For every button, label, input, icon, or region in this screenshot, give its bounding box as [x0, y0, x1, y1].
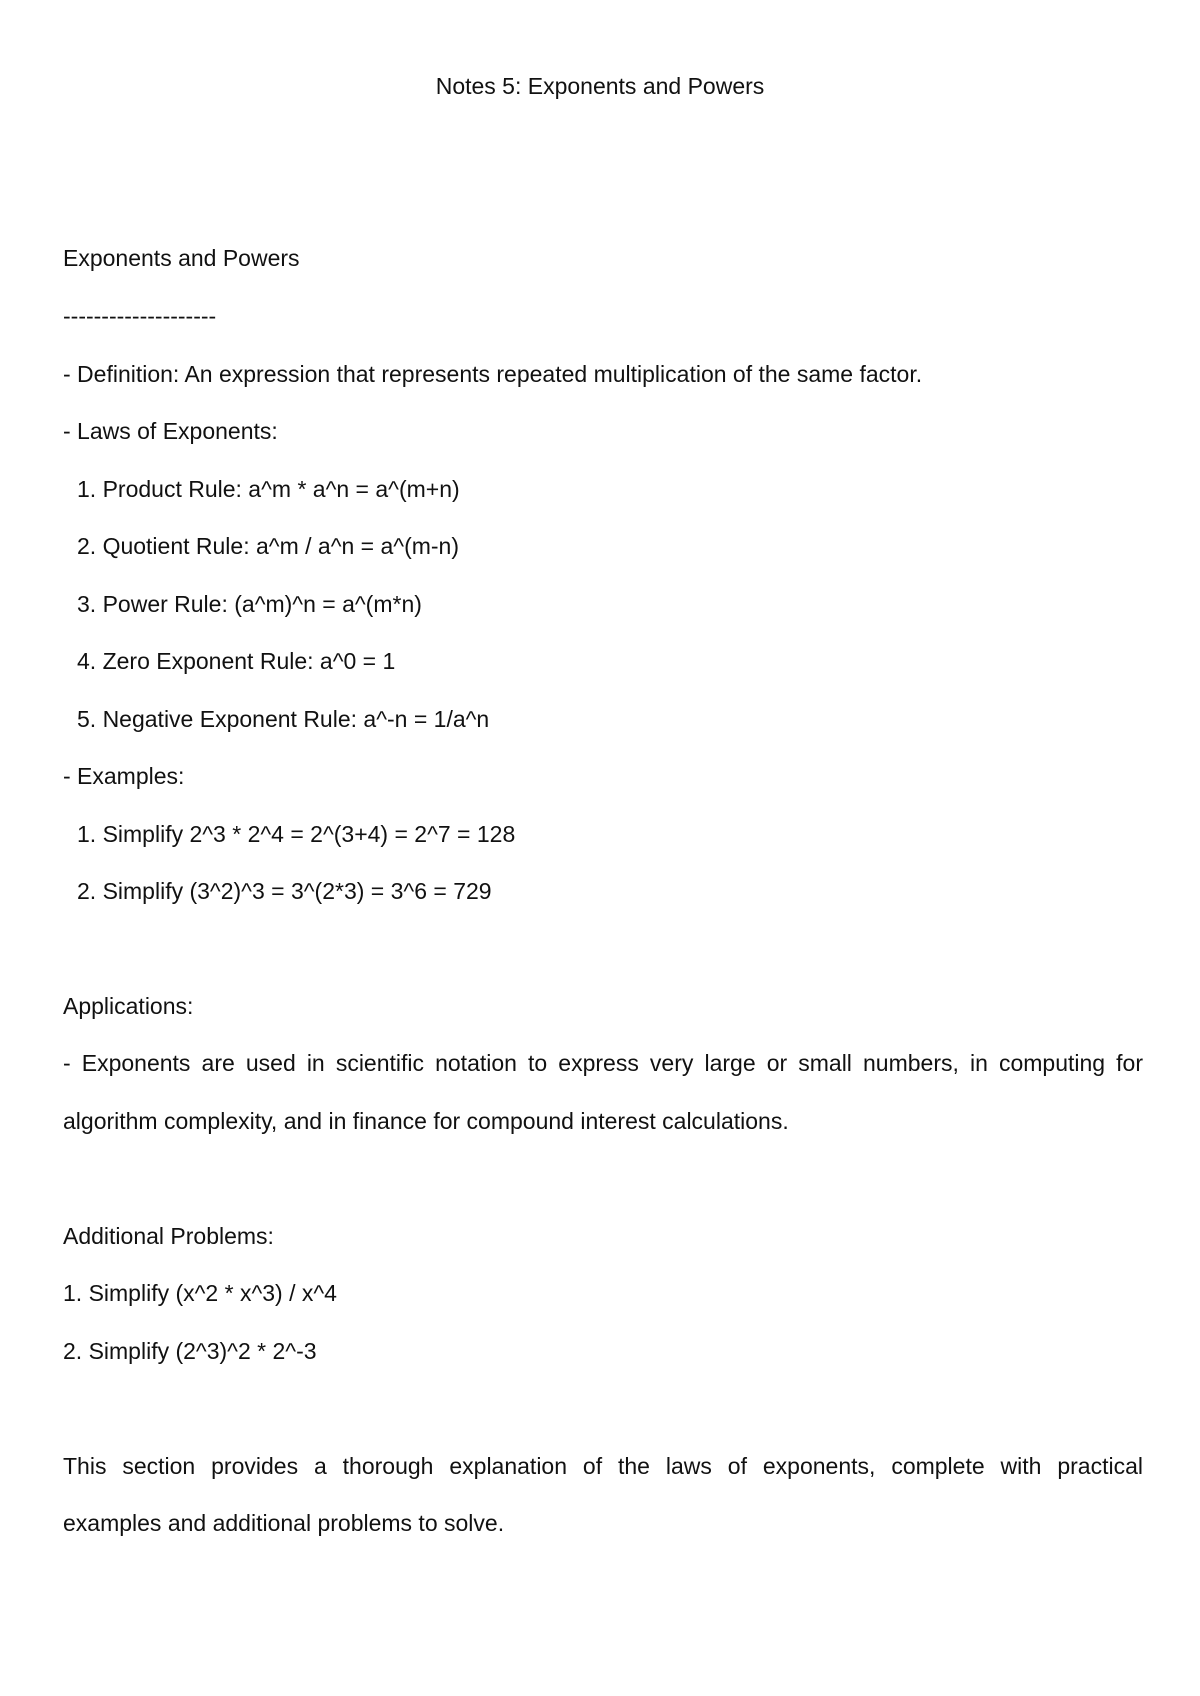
applications-text-line1: - Exponents are used in scientific notation to express very large or small numbers, in computing for: [63, 1050, 1143, 1076]
examples-heading: - Examples:: [63, 763, 185, 789]
law-item: 3. Power Rule: (a^m)^n = a^(m*n): [77, 591, 422, 617]
heading-underline: --------------------: [63, 303, 217, 329]
summary-text-line2: examples and additional problems to solve.: [63, 1510, 505, 1536]
law-item: 2. Quotient Rule: a^m / a^n = a^(m-n): [77, 533, 460, 559]
laws-heading: - Laws of Exponents:: [63, 418, 278, 444]
example-item: 1. Simplify 2^3 * 2^4 = 2^(3+4) = 2^7 = 128: [77, 821, 516, 847]
applications-text-line2: algorithm complexity, and in finance for compound interest calculations.: [63, 1108, 789, 1134]
definition-text: - Definition: An expression that represents repeated multiplication of the same factor.: [63, 361, 923, 387]
additional-problems-heading: Additional Problems:: [63, 1223, 274, 1249]
summary-text-line1: This section provides a thorough explanation of the laws of exponents, complete with practical: [63, 1453, 1143, 1479]
problem-item: 2. Simplify (2^3)^2 * 2^-3: [63, 1338, 317, 1364]
page-title: Notes 5: Exponents and Powers: [435, 73, 765, 99]
applications-heading: Applications:: [63, 993, 194, 1019]
problem-item: 1. Simplify (x^2 * x^3) / x^4: [63, 1280, 337, 1306]
law-item: 5. Negative Exponent Rule: a^-n = 1/a^n: [77, 706, 490, 732]
law-item: 1. Product Rule: a^m * a^n = a^(m+n): [77, 476, 460, 502]
example-item: 2. Simplify (3^2)^3 = 3^(2*3) = 3^6 = 729: [77, 878, 492, 904]
law-item: 4. Zero Exponent Rule: a^0 = 1: [77, 648, 396, 674]
section-heading: Exponents and Powers: [63, 245, 300, 271]
